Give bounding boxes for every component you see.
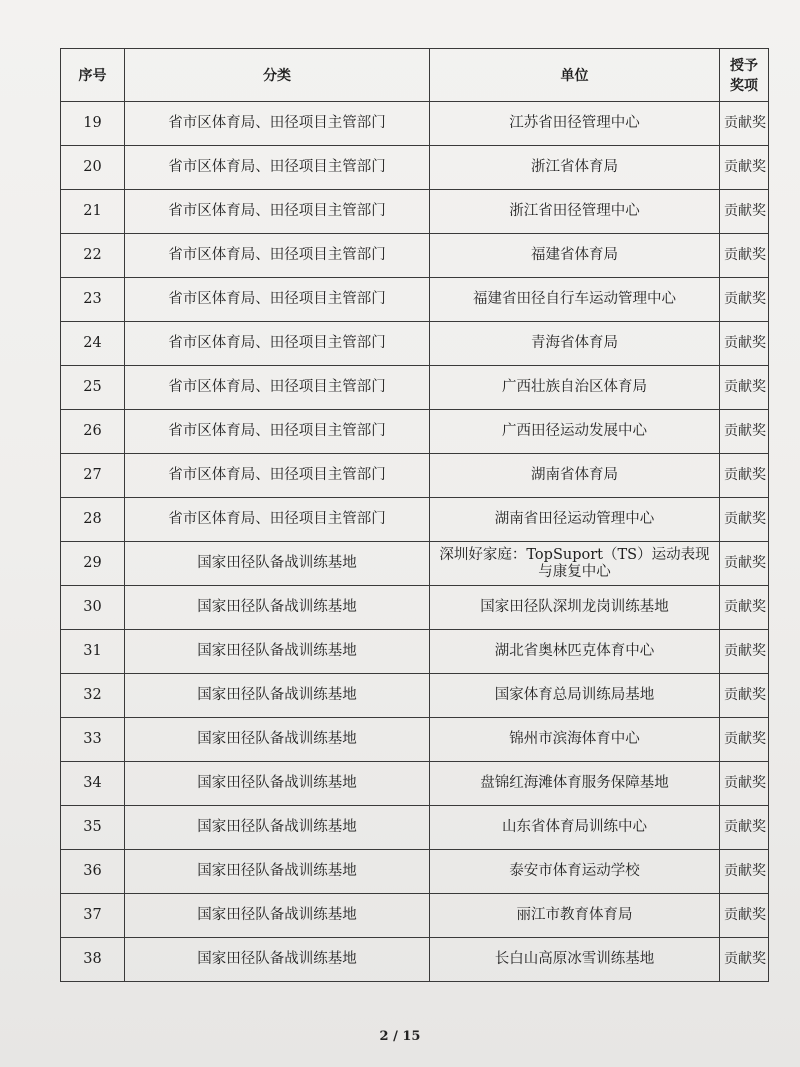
table-row (61, 586, 769, 630)
row-award: 贡献奖 (720, 146, 769, 190)
table-row (61, 366, 769, 410)
row-number: 20 (61, 146, 125, 190)
awards-table (60, 48, 769, 982)
row-number: 33 (61, 718, 125, 762)
row-award: 贡献奖 (720, 102, 769, 146)
row-number: 25 (61, 366, 125, 410)
row-unit: 国家体育总局训练局基地 (430, 674, 720, 718)
row-award: 贡献奖 (720, 410, 769, 454)
row-award: 贡献奖 (720, 938, 769, 982)
row-category: 省市区体育局、田径项目主管部门 (125, 366, 430, 410)
row-number: 35 (61, 806, 125, 850)
row-unit: 湖南省田径运动管理中心 (430, 498, 720, 542)
table-row (61, 630, 769, 674)
table-row (61, 718, 769, 762)
row-award: 贡献奖 (720, 498, 769, 542)
row-award: 贡献奖 (720, 630, 769, 674)
row-unit: 山东省体育局训练中心 (430, 806, 720, 850)
row-unit: 长白山高原冰雪训练基地 (430, 938, 720, 982)
table-row (61, 146, 769, 190)
row-award: 贡献奖 (720, 322, 769, 366)
row-unit: 浙江省体育局 (430, 146, 720, 190)
row-category: 国家田径队备战训练基地 (125, 762, 430, 806)
table-row (61, 674, 769, 718)
row-number: 30 (61, 586, 125, 630)
row-number: 23 (61, 278, 125, 322)
row-category: 省市区体育局、田径项目主管部门 (125, 190, 430, 234)
row-award: 贡献奖 (720, 894, 769, 938)
page-number: 2 / 15 (379, 1029, 421, 1044)
row-award: 贡献奖 (720, 542, 769, 586)
row-category: 省市区体育局、田径项目主管部门 (125, 146, 430, 190)
row-category: 省市区体育局、田径项目主管部门 (125, 454, 430, 498)
row-unit: 泰安市体育运动学校 (430, 850, 720, 894)
row-award: 贡献奖 (720, 850, 769, 894)
row-award: 贡献奖 (720, 190, 769, 234)
row-number: 21 (61, 190, 125, 234)
table-row (61, 938, 769, 982)
header-number: 序号 (61, 49, 125, 102)
row-number: 31 (61, 630, 125, 674)
table-row (61, 894, 769, 938)
header-category: 分类 (125, 49, 430, 102)
row-unit: 深圳好家庭：TopSuport（TS）运动表现与康复中心 (430, 542, 720, 586)
row-unit: 锦州市滨海体育中心 (430, 718, 720, 762)
row-unit: 福建省田径自行车运动管理中心 (430, 278, 720, 322)
row-unit: 广西田径运动发展中心 (430, 410, 720, 454)
row-category: 省市区体育局、田径项目主管部门 (125, 410, 430, 454)
row-unit: 国家田径队深圳龙岗训练基地 (430, 586, 720, 630)
row-category: 省市区体育局、田径项目主管部门 (125, 278, 430, 322)
table-row (61, 542, 769, 586)
row-category: 省市区体育局、田径项目主管部门 (125, 498, 430, 542)
row-category: 国家田径队备战训练基地 (125, 630, 430, 674)
row-category: 国家田径队备战训练基地 (125, 850, 430, 894)
table-row (61, 190, 769, 234)
row-number: 26 (61, 410, 125, 454)
row-unit: 福建省体育局 (430, 234, 720, 278)
row-unit: 青海省体育局 (430, 322, 720, 366)
row-unit: 湖南省体育局 (430, 454, 720, 498)
table-row (61, 498, 769, 542)
row-unit: 浙江省田径管理中心 (430, 190, 720, 234)
row-category: 国家田径队备战训练基地 (125, 938, 430, 982)
header-award: 授予奖项 (720, 49, 769, 102)
table-row (61, 762, 769, 806)
row-number: 27 (61, 454, 125, 498)
row-award: 贡献奖 (720, 762, 769, 806)
row-award: 贡献奖 (720, 674, 769, 718)
table-row (61, 806, 769, 850)
row-category: 国家田径队备战训练基地 (125, 806, 430, 850)
table-row (61, 234, 769, 278)
row-number: 38 (61, 938, 125, 982)
row-category: 省市区体育局、田径项目主管部门 (125, 234, 430, 278)
row-award: 贡献奖 (720, 454, 769, 498)
row-number: 32 (61, 674, 125, 718)
row-number: 29 (61, 542, 125, 586)
header-unit: 单位 (430, 49, 720, 102)
table-row (61, 322, 769, 366)
row-unit: 丽江市教育体育局 (430, 894, 720, 938)
row-award: 贡献奖 (720, 278, 769, 322)
row-category: 国家田径队备战训练基地 (125, 586, 430, 630)
row-award: 贡献奖 (720, 234, 769, 278)
row-unit: 盘锦红海滩体育服务保障基地 (430, 762, 720, 806)
row-award: 贡献奖 (720, 366, 769, 410)
row-category: 国家田径队备战训练基地 (125, 674, 430, 718)
row-number: 19 (61, 102, 125, 146)
row-number: 34 (61, 762, 125, 806)
table-header-row (61, 49, 769, 102)
row-number: 37 (61, 894, 125, 938)
row-unit: 广西壮族自治区体育局 (430, 366, 720, 410)
row-number: 28 (61, 498, 125, 542)
row-category: 国家田径队备战训练基地 (125, 542, 430, 586)
row-unit: 湖北省奥林匹克体育中心 (430, 630, 720, 674)
table-row (61, 278, 769, 322)
table-row (61, 454, 769, 498)
row-number: 24 (61, 322, 125, 366)
table-row (61, 410, 769, 454)
row-number: 22 (61, 234, 125, 278)
row-award: 贡献奖 (720, 718, 769, 762)
row-category: 国家田径队备战训练基地 (125, 894, 430, 938)
table-body (61, 102, 769, 982)
row-category: 省市区体育局、田径项目主管部门 (125, 322, 430, 366)
table-row (61, 850, 769, 894)
row-category: 国家田径队备战训练基地 (125, 718, 430, 762)
table-row (61, 102, 769, 146)
row-category: 省市区体育局、田径项目主管部门 (125, 102, 430, 146)
row-unit: 江苏省田径管理中心 (430, 102, 720, 146)
row-number: 36 (61, 850, 125, 894)
row-award: 贡献奖 (720, 586, 769, 630)
row-award: 贡献奖 (720, 806, 769, 850)
